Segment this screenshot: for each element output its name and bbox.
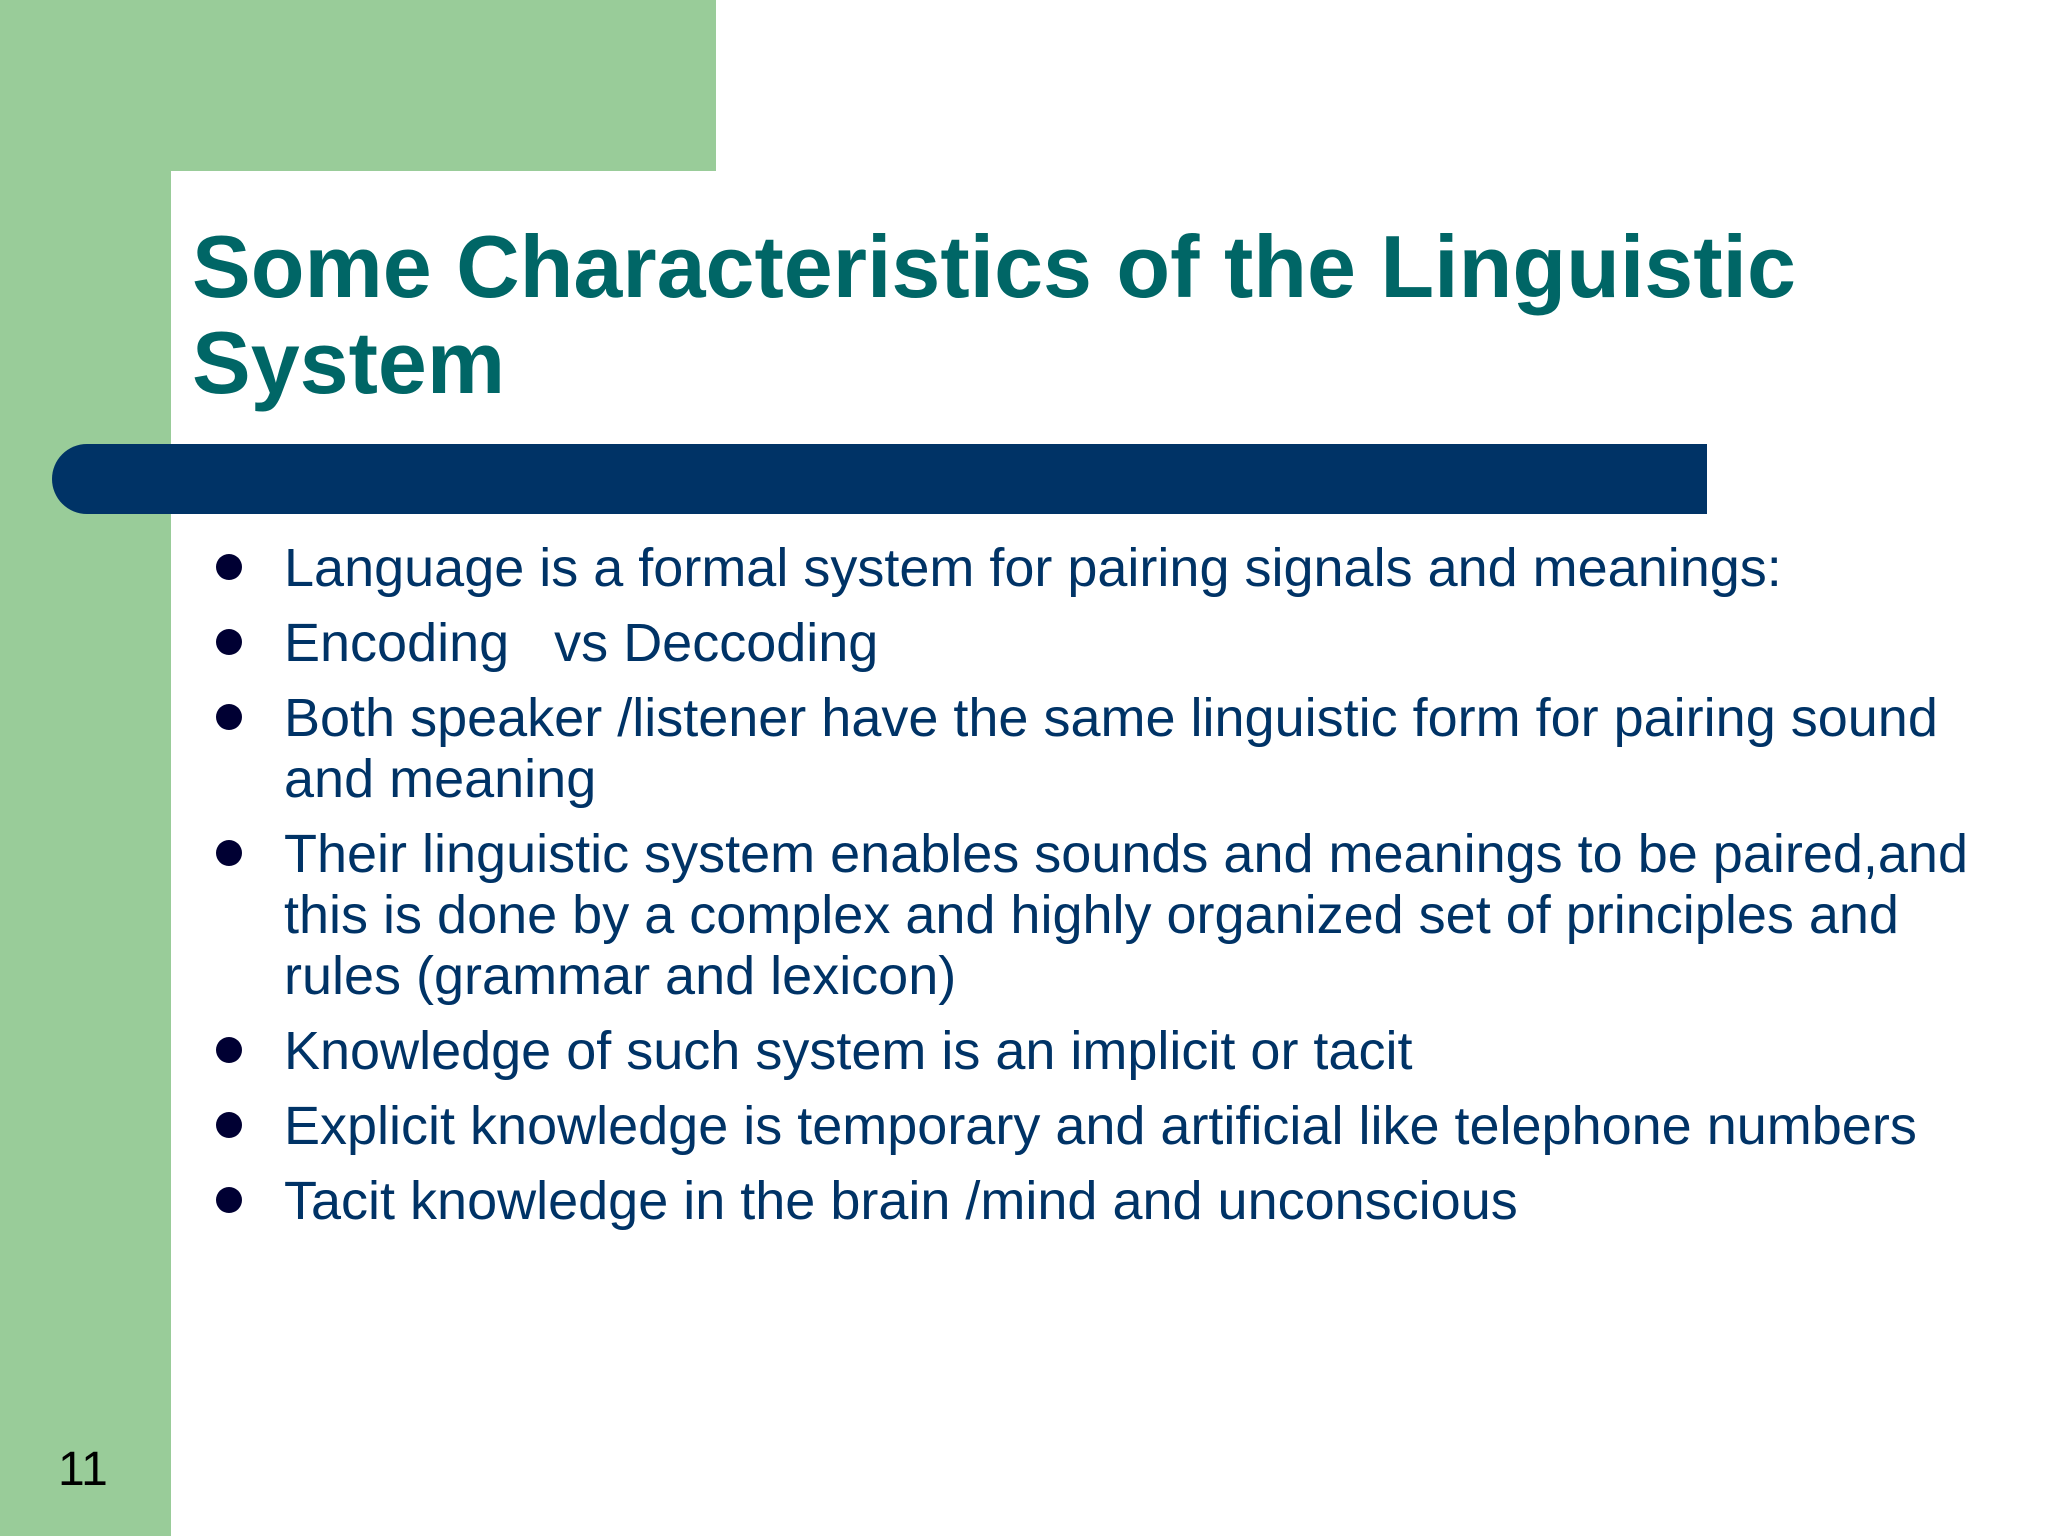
bullet-item [208, 824, 1984, 1007]
bullet-item [208, 1096, 1968, 1157]
bullet-dot-icon [216, 1037, 242, 1063]
bullet-list [208, 538, 1984, 1246]
bullet-dot-icon [216, 1187, 242, 1213]
bullet-item [208, 538, 1968, 599]
slide-number: 11 [58, 1443, 108, 1496]
bullet-dot-icon [216, 704, 242, 730]
bullet-dot-icon [216, 554, 242, 580]
bullet-text: Tacit knowledge in the brain /mind and unconscious [284, 1171, 1518, 1231]
slide-title: Some Characteristics of the Linguistic System [192, 217, 1796, 412]
green-sidebar [0, 0, 171, 1536]
bullet-text: Explicit knowledge is temporary and artificial like telephone numbers [284, 1096, 1917, 1156]
bullet-text: Language is a formal system for pairing signals and meanings: [284, 538, 1782, 598]
bullet-item [208, 613, 1968, 674]
bullet-text: Both speaker /listener have the same linguistic form for pairing sound and meaning [284, 688, 1953, 809]
title-divider-bar [52, 444, 1707, 514]
bullet-item [208, 1171, 1968, 1232]
bullet-dot-icon [216, 629, 242, 655]
bullet-text: Their linguistic system enables sounds and meanings to be paired,and this is done by a complex and highly organized set of principles and rules (grammar and lexicon) [284, 824, 1984, 1006]
bullet-dot-icon [216, 840, 242, 866]
bullet-item [208, 688, 1968, 810]
bullet-item [208, 1021, 1968, 1082]
bullet-text: Knowledge of such system is an implicit or tacit [284, 1021, 1413, 1081]
bullet-dot-icon [216, 1112, 242, 1138]
bullet-text: Encoding vs Deccoding [284, 613, 879, 673]
